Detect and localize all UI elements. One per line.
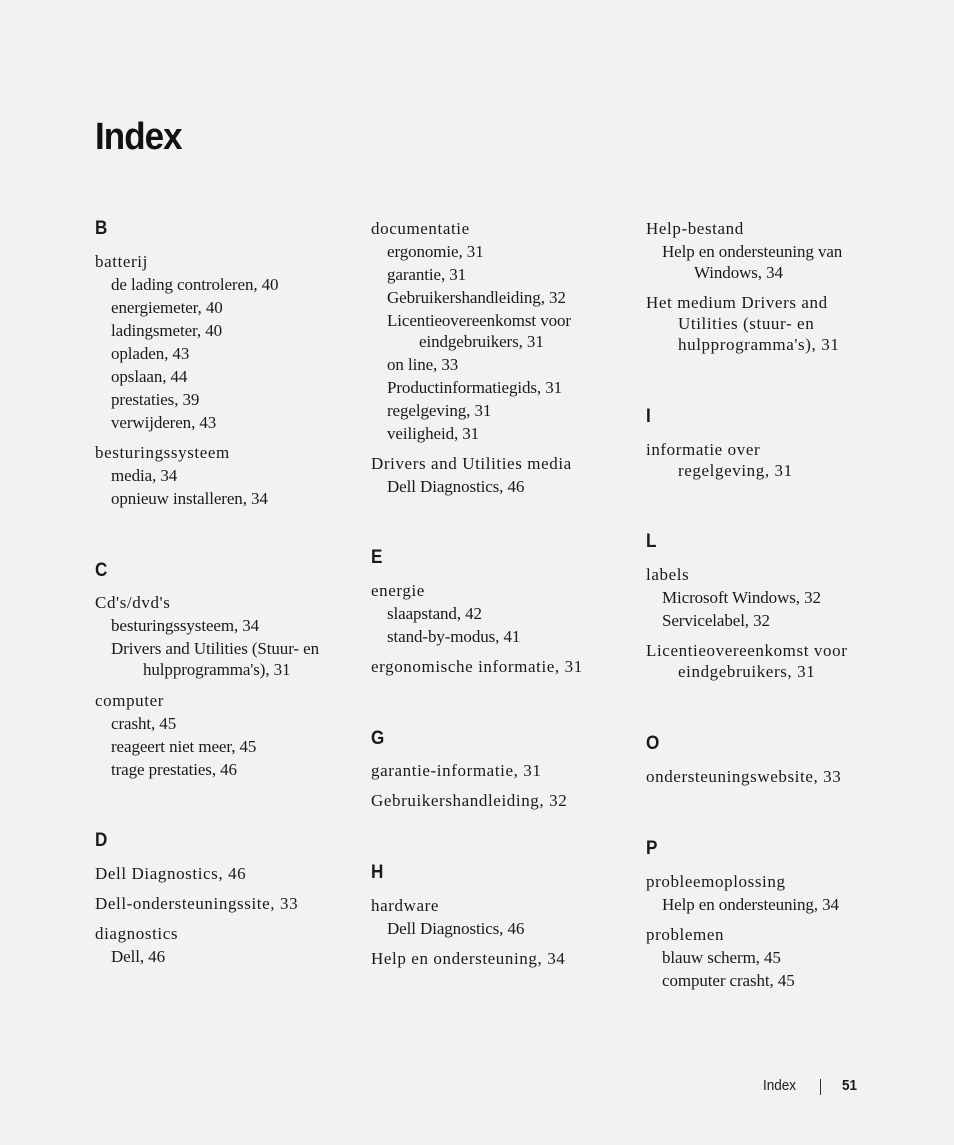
index-entry: informatie over — [646, 440, 761, 459]
index-subentry: de lading controleren, 40 — [111, 275, 279, 294]
index-subentry: regelgeving, 31 — [387, 401, 492, 420]
index-entry: Dell Diagnostics, 46 — [95, 864, 247, 883]
index-subentry: stand-by-modus, 41 — [387, 627, 521, 646]
index-subentry: Servicelabel, 32 — [662, 611, 770, 630]
index-subentry: ergonomie, 31 — [387, 242, 484, 261]
index-entry: diagnostics — [95, 924, 179, 943]
index-subentry: Dell Diagnostics, 46 — [387, 919, 525, 938]
index-subentry: Microsoft Windows, 32 — [662, 588, 821, 607]
index-subentry: crasht, 45 — [111, 714, 177, 733]
footer-divider — [820, 1079, 821, 1095]
index-letter-heading: G — [371, 728, 385, 749]
index-entry: Licentieovereenkomst voor — [646, 641, 848, 660]
index-subentry: reageert niet meer, 45 — [111, 737, 257, 756]
index-subentry: veiligheid, 31 — [387, 424, 480, 443]
index-subentry: Gebruikershandleiding, 32 — [387, 288, 566, 307]
index-entry: documentatie — [371, 219, 470, 238]
index-letter-heading: D — [95, 830, 108, 851]
index-letter-heading: H — [371, 862, 384, 883]
index-subentry: on line, 33 — [387, 355, 459, 374]
index-entry: computer — [95, 691, 164, 710]
index-subentry: slaapstand, 42 — [387, 604, 482, 623]
page-number: 51 — [842, 1077, 858, 1094]
index-entry: Drivers and Utilities media — [371, 454, 572, 473]
index-entry: probleemoplossing — [646, 872, 786, 891]
index-subentry-continuation: Windows, 34 — [694, 263, 783, 282]
index-subentry: garantie, 31 — [387, 265, 467, 284]
index-subentry: besturingssysteem, 34 — [111, 616, 260, 635]
index-letter-heading: P — [646, 838, 658, 859]
index-subentry: energiemeter, 40 — [111, 298, 223, 317]
index-entry: Help-bestand — [646, 219, 744, 238]
index-letter-heading: O — [646, 733, 660, 754]
index-entry: batterij — [95, 252, 148, 271]
index-entry: ondersteuningswebsite, 33 — [646, 767, 842, 786]
index-entry: Cd's/dvd's — [95, 593, 171, 612]
index-subentry: blauw scherm, 45 — [662, 948, 781, 967]
index-entry: garantie-informatie, 31 — [371, 761, 542, 780]
index-subentry: computer crasht, 45 — [662, 971, 795, 990]
index-letter-heading: E — [371, 547, 383, 568]
index-subentry: Dell Diagnostics, 46 — [387, 477, 525, 496]
index-letter-heading: C — [95, 560, 108, 581]
index-entry: Help en ondersteuning, 34 — [371, 949, 566, 968]
index-subentry: Drivers and Utilities (Stuur- en — [111, 639, 319, 658]
index-subentry: ladingsmeter, 40 — [111, 321, 223, 340]
index-subentry: Help en ondersteuning, 34 — [662, 895, 839, 914]
index-entry: besturingssysteem — [95, 443, 230, 462]
index-subentry: opnieuw installeren, 34 — [111, 489, 268, 508]
index-subentry: prestaties, 39 — [111, 390, 200, 409]
index-subentry: media, 34 — [111, 466, 178, 485]
index-entry: ergonomische informatie, 31 — [371, 657, 583, 676]
index-entry: energie — [371, 581, 425, 600]
index-subentry: Licentieovereenkomst voor — [387, 311, 571, 330]
index-entry: Gebruikershandleiding, 32 — [371, 791, 568, 810]
footer-section-label: Index — [763, 1077, 797, 1094]
index-subentry: Help en ondersteuning van — [662, 242, 843, 261]
index-entry-continuation: hulpprogramma's), 31 — [678, 335, 840, 354]
index-subentry-continuation: eindgebruikers, 31 — [419, 332, 544, 351]
index-entry-continuation: eindgebruikers, 31 — [678, 662, 816, 681]
index-entry: problemen — [646, 925, 725, 944]
index-subentry: opladen, 43 — [111, 344, 190, 363]
index-letter-heading: B — [95, 218, 108, 239]
index-entry: Het medium Drivers and — [646, 293, 828, 312]
index-subentry: Dell, 46 — [111, 947, 165, 966]
index-entry: labels — [646, 565, 690, 584]
page-title: Index — [95, 116, 182, 158]
index-entry: Dell-ondersteuningssite, 33 — [95, 894, 299, 913]
index-subentry: trage prestaties, 46 — [111, 760, 237, 779]
page-footer — [0, 1075, 954, 1099]
index-entry-continuation: Utilities (stuur- en — [678, 314, 815, 333]
index-letter-heading: L — [646, 531, 657, 552]
index-letter-heading: I — [646, 406, 651, 427]
index-entry-continuation: regelgeving, 31 — [678, 461, 793, 480]
index-subentry: verwijderen, 43 — [111, 413, 217, 432]
index-subentry: opslaan, 44 — [111, 367, 188, 386]
index-subentry: Productinformatiegids, 31 — [387, 378, 563, 397]
index-subentry-continuation: hulpprogramma's), 31 — [143, 660, 291, 679]
index-entry: hardware — [371, 896, 440, 915]
